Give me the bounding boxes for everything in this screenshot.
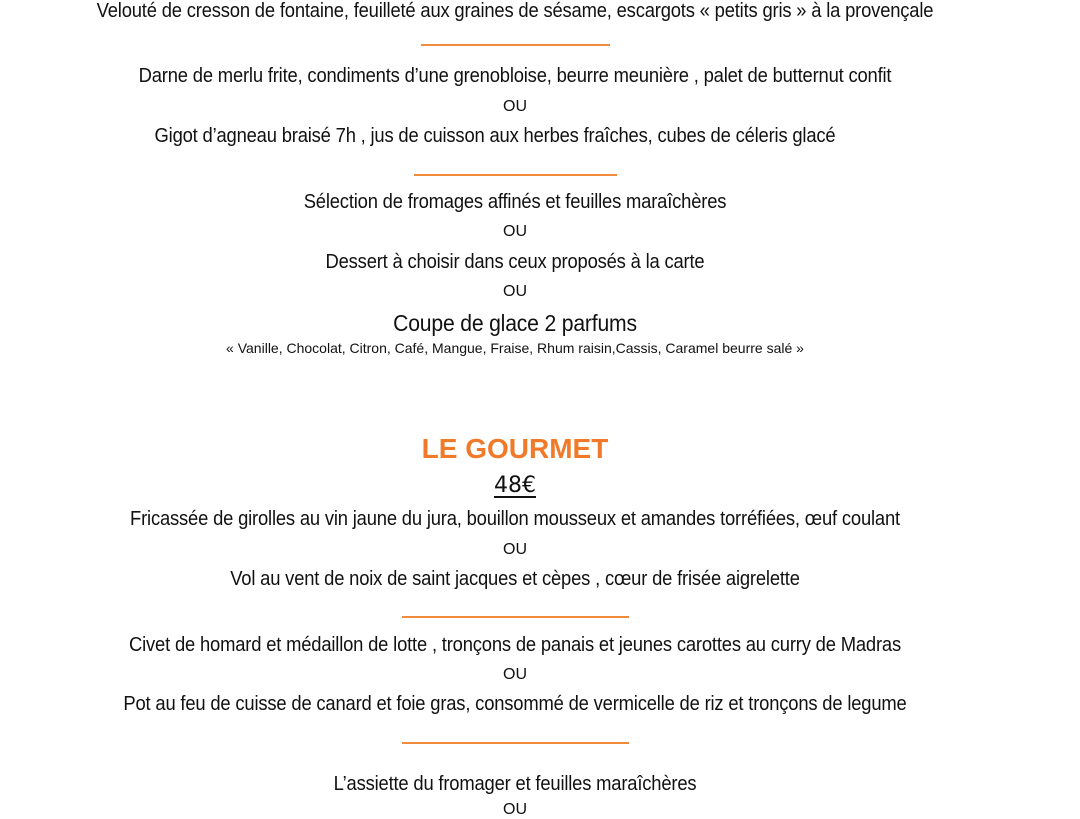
menu2-or-2: OU — [503, 666, 527, 683]
menu1-plat-2: Gigot d’agneau braisé 7h , jus de cuisson aux herbes fraîches, cubes de céleris glacé — [154, 125, 836, 147]
menu2-or-3: OU — [503, 801, 527, 818]
menu2-or-1: OU — [503, 541, 527, 558]
menu-price: 48€ — [494, 473, 536, 498]
menu1-coupe: Coupe de glace 2 parfums — [393, 310, 637, 336]
separator — [414, 174, 617, 176]
menu1-or-3: OU — [503, 283, 527, 300]
menu2-entree-1: Fricassée de girolles au vin jaune du jura, bouillon mousseux et amandes torréfiées, œuf coulant — [130, 508, 900, 530]
separator — [402, 616, 629, 618]
menu1-flavors: « Vanille, Chocolat, Citron, Café, Mangue, Fraise, Rhum raisin,Cassis, Caramel beurre salé » — [226, 340, 804, 356]
menu2-plat-2: Pot au feu de cuisse de canard et foie gras, consommé de vermicelle de riz et tronçons de legume — [123, 693, 907, 715]
menu2-plat-1: Civet de homard et médaillon de lotte , tronçons de panais et jeunes carottes au curry de Madras — [129, 634, 901, 656]
separator — [402, 742, 629, 744]
menu2-entree-2: Vol au vent de noix de saint jacques et cèpes , cœur de frisée aigrelette — [230, 568, 800, 590]
menu1-or-2: OU — [503, 223, 527, 240]
menu1-plat-1: Darne de merlu frite, condiments d’une grenobloise, beurre meunière , palet de butternut confit — [138, 65, 892, 87]
menu1-fromage: Sélection de fromages affinés et feuilles maraîchères — [303, 191, 727, 213]
menu-title: LE GOURMET — [421, 433, 609, 464]
menu1-dessert: Dessert à choisir dans ceux proposés à la carte — [325, 251, 705, 273]
menu1-or-1: OU — [503, 98, 527, 115]
menu1-entree: Velouté de cresson de fontaine, feuilleté aux graines de sésame, escargots « petits gris » à la provençale — [96, 0, 934, 22]
menu2-fromage: L’assiette du fromager et feuilles maraîchères — [333, 773, 697, 795]
separator — [421, 44, 610, 46]
